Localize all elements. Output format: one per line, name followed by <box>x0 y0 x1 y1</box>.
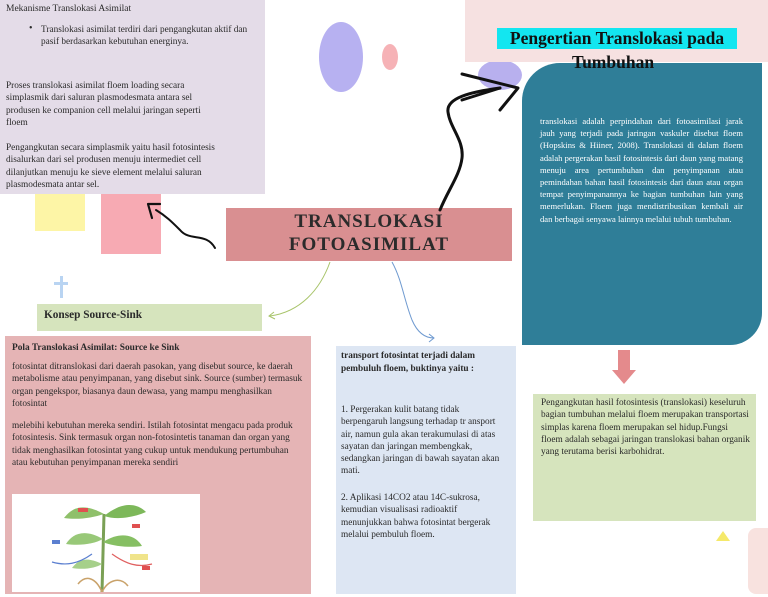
main-title-line-2: FOTOASIMILAT <box>288 234 450 255</box>
mechanism-paragraph-1: Proses translokasi asimilat floem loading secara simplasmik dari saluran plasmodesmata antara sel produsen ke companion cell melalui jaringan seperti floem <box>6 81 201 128</box>
mechanism-paragraph-2: Pengangkutan secara simplasmik yaitu hasil fotosintesis disalurkan dari sel produsen menuju intermediet cell dilanjutkan menuju ke sieve element melalui saluran plasmodesmata antar sel. <box>6 143 215 190</box>
definition-text: translokasi adalah perpindahan dari fotoasimilasi jarak jauh yang terjadi pada jaringan vaskuler disebut floem (Hopskins & Hiiner, 2008). Translokasi di dalam floem adalah pergerakan hasil fotosintesis dari daun yang matang menuju area pertumbuhan dan penyimpanan atau pemindahan bahan hasil fotosintesis dari daun atau organ tempat penyimpanannya ke bagian tumbuhan lain yang memerlukan. Floem juga mendistribusikan kembali air dan berbagai senyawa lainnya melalui tubuh tumbuhan. <box>540 116 743 224</box>
transport-point-2: 2. Aplikasi 14CO2 atau 14C-sukrosa, kemudian visualisasi radioaktif menunjukkan bahwa fotosintat bergerak melalui pembuluh floem. <box>341 493 491 540</box>
pattern-paragraph-2: melebihi kebutuhan mereka sendiri. Istilah fotosintat mengacu pada produk fotosintesis. Sink termasuk organ non-fotosintetis tanaman dan organ yang tidak menghasilkan fotosintat yang cukup untuk mendukung pertumbuhan atau kebutuhan penyimpanan mereka sendiri <box>12 421 293 468</box>
bullet-icon: • <box>29 23 33 34</box>
definition-title-line-2: Tumbuhan <box>572 52 655 72</box>
curved-arrow-icon <box>440 88 500 210</box>
green-connector-line <box>270 262 330 316</box>
mechanism-bullet: Translokasi asimilat terdiri dari pengangkutan aktif dan pasif berdasarkan kebutuhan energinya. <box>41 25 248 48</box>
blue-connector-line <box>392 262 434 338</box>
mechanism-title: Mekanisme Translokasi Asimilat <box>6 4 132 14</box>
down-arrow-icon <box>612 350 636 384</box>
transport-point-1: 1. Pergerakan kulit batang tidak berpengaruh langsung terhadap tr ansport air, namun gula akan terakumulasi di atas sayatan dan jaringan membengkak, sedangkan jaringan di bawah sayatan akan mati. <box>341 405 500 477</box>
further-text: Pengangkutan hasil fotosintesis (translokasi) keseluruh bagian tumbuhan melalui floem merupakan transportasi simplas karena floem merupakan sel hidup.Fungsi floem adalah sebagai jaringan translokasi bahan organik yang terutama berisi karbohidrat. <box>541 398 750 458</box>
pattern-paragraph-1: fotosintat ditranslokasi dari daerah pasokan, yang disebut source, ke daerah metabolisme atau penyimpanan, yang disebut sink. Source (sumber) termasuk organ pengekspor, biasanya daun dewasa, yang mampu menghasilkan fotosintat <box>12 362 303 409</box>
main-title-line-1: TRANSLOKASI <box>294 211 444 232</box>
transport-title: transport fotosintat terjadi dalam pembuluh floem, buktinya yaitu : <box>341 351 476 374</box>
definition-title: Pengertian Translokasi pada <box>497 28 737 49</box>
pattern-title: Pola Translokasi Asimilat: Source ke Sink <box>12 343 180 353</box>
source-sink-label: Konsep Source-Sink <box>44 309 143 321</box>
small-arrow-icon <box>156 210 215 248</box>
